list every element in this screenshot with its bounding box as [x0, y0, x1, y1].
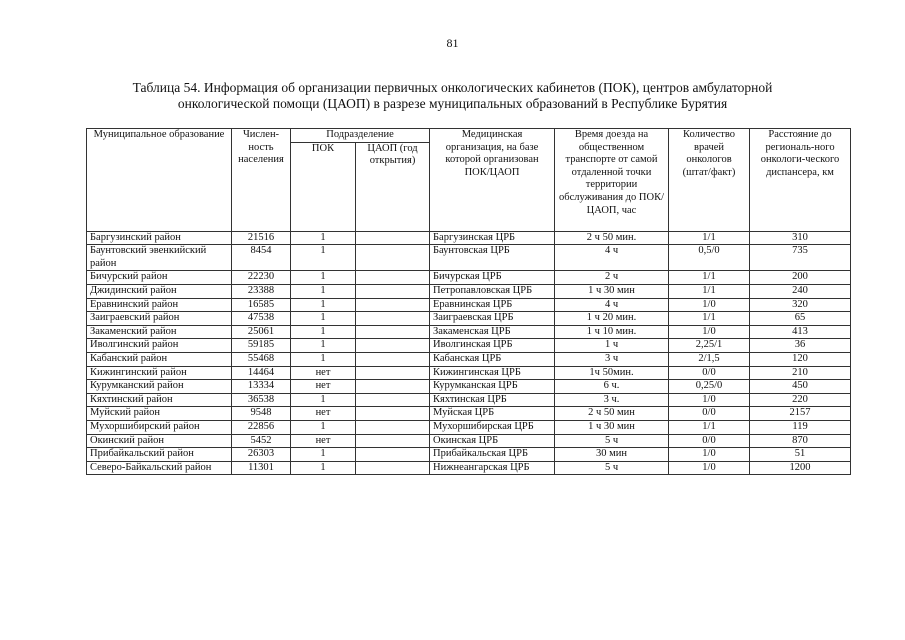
- cell-travel-time: 4 ч: [555, 298, 669, 312]
- oncology-table: [86, 128, 851, 475]
- cell-doctors: 0/0: [669, 407, 750, 421]
- cell-population: 5452: [232, 434, 291, 448]
- cell-caop: [356, 380, 430, 394]
- cell-municipality: Заиграевский район: [87, 312, 232, 326]
- cell-pok: 1: [291, 245, 356, 271]
- cell-medical-organization: Курумканская ЦРБ: [430, 380, 555, 394]
- cell-municipality: Мухоршибирский район: [87, 420, 232, 434]
- cell-population: 14464: [232, 366, 291, 380]
- cell-municipality: Баргузинский район: [87, 231, 232, 245]
- cell-medical-organization: Бичурская ЦРБ: [430, 271, 555, 285]
- cell-travel-time: 1 ч 20 мин.: [555, 312, 669, 326]
- cell-doctors: 1/0: [669, 298, 750, 312]
- cell-population: 25061: [232, 325, 291, 339]
- table-row: [87, 352, 851, 366]
- cell-population: 47538: [232, 312, 291, 326]
- table-row: [87, 407, 851, 421]
- cell-travel-time: 5 ч: [555, 434, 669, 448]
- cell-municipality: Джидинский район: [87, 284, 232, 298]
- cell-caop: [356, 407, 430, 421]
- cell-travel-time: 1 ч 30 мин: [555, 284, 669, 298]
- header-distance: Расстояние до региональ-ного онкологи-ческого диспансера, км: [750, 129, 851, 232]
- cell-pok: 1: [291, 325, 356, 339]
- cell-population: 16585: [232, 298, 291, 312]
- cell-caop: [356, 366, 430, 380]
- cell-caop: [356, 420, 430, 434]
- cell-travel-time: 5 ч: [555, 461, 669, 475]
- cell-municipality: Кяхтинский район: [87, 393, 232, 407]
- cell-distance: 200: [750, 271, 851, 285]
- cell-caop: [356, 271, 430, 285]
- cell-population: 22230: [232, 271, 291, 285]
- cell-doctors: 1/1: [669, 420, 750, 434]
- cell-doctors: 0/0: [669, 434, 750, 448]
- cell-pok: 1: [291, 448, 356, 462]
- header-municipality: Муниципальное образование: [87, 129, 232, 232]
- cell-doctors: 1/0: [669, 325, 750, 339]
- cell-distance: 2157: [750, 407, 851, 421]
- table-row: [87, 231, 851, 245]
- cell-medical-organization: Баргузинская ЦРБ: [430, 231, 555, 245]
- cell-distance: 65: [750, 312, 851, 326]
- cell-pok: 1: [291, 420, 356, 434]
- cell-doctors: 1/1: [669, 284, 750, 298]
- table-header: [87, 129, 851, 232]
- cell-medical-organization: Кабанская ЦРБ: [430, 352, 555, 366]
- cell-population: 22856: [232, 420, 291, 434]
- table-row: [87, 312, 851, 326]
- cell-municipality: Баунтовский эвенкийский район: [87, 245, 232, 271]
- table-row: [87, 298, 851, 312]
- header-pok: ПОК: [291, 142, 356, 231]
- header-caop: ЦАОП (год открытия): [356, 142, 430, 231]
- cell-population: 26303: [232, 448, 291, 462]
- cell-distance: 220: [750, 393, 851, 407]
- cell-caop: [356, 448, 430, 462]
- header-medical-organization: Медицинская организация, на базе которой организован ПОК/ЦАОП: [430, 129, 555, 232]
- cell-municipality: Кижингинский район: [87, 366, 232, 380]
- cell-doctors: 1/1: [669, 231, 750, 245]
- cell-pok: нет: [291, 366, 356, 380]
- cell-population: 23388: [232, 284, 291, 298]
- cell-caop: [356, 325, 430, 339]
- cell-distance: 310: [750, 231, 851, 245]
- header-travel-time: Время доезда на общественном транспорте от самой отдаленной точки территории обслуживания до ПОК/ЦАОП, час: [555, 129, 669, 232]
- cell-pok: 1: [291, 339, 356, 353]
- cell-municipality: Иволгинский район: [87, 339, 232, 353]
- cell-medical-organization: Прибайкальская ЦРБ: [430, 448, 555, 462]
- table-title-line-2: онкологической помощи (ЦАОП) в разрезе муниципальных образований в Республике Бурятия: [177, 96, 728, 111]
- table-row: [87, 271, 851, 285]
- cell-pok: 1: [291, 312, 356, 326]
- cell-medical-organization: Заиграевская ЦРБ: [430, 312, 555, 326]
- table-row: [87, 366, 851, 380]
- cell-doctors: 1/0: [669, 461, 750, 475]
- cell-travel-time: 2 ч: [555, 271, 669, 285]
- cell-travel-time: 1 ч 10 мин.: [555, 325, 669, 339]
- header-population: Числен-ность населения: [232, 129, 291, 232]
- cell-municipality: Закаменский район: [87, 325, 232, 339]
- cell-population: 8454: [232, 245, 291, 271]
- cell-population: 9548: [232, 407, 291, 421]
- cell-travel-time: 1 ч 30 мин: [555, 420, 669, 434]
- cell-caop: [356, 298, 430, 312]
- cell-pok: нет: [291, 380, 356, 394]
- header-subdivision: Подразделение: [291, 129, 430, 143]
- cell-population: 59185: [232, 339, 291, 353]
- cell-caop: [356, 231, 430, 245]
- cell-distance: 51: [750, 448, 851, 462]
- cell-doctors: 0,5/0: [669, 245, 750, 271]
- cell-distance: 320: [750, 298, 851, 312]
- cell-municipality: Бичурский район: [87, 271, 232, 285]
- cell-population: 21516: [232, 231, 291, 245]
- cell-doctors: 1/0: [669, 448, 750, 462]
- cell-distance: 450: [750, 380, 851, 394]
- cell-medical-organization: Нижнеангарская ЦРБ: [430, 461, 555, 475]
- cell-municipality: Окинский район: [87, 434, 232, 448]
- cell-municipality: Северо-Байкальский район: [87, 461, 232, 475]
- table-row: [87, 245, 851, 271]
- cell-doctors: 2/1,5: [669, 352, 750, 366]
- table-row: [87, 434, 851, 448]
- cell-doctors: 0,25/0: [669, 380, 750, 394]
- cell-medical-organization: Кяхтинская ЦРБ: [430, 393, 555, 407]
- cell-pok: 1: [291, 231, 356, 245]
- cell-municipality: Муйский район: [87, 407, 232, 421]
- cell-caop: [356, 284, 430, 298]
- cell-caop: [356, 393, 430, 407]
- cell-medical-organization: Кижингинская ЦРБ: [430, 366, 555, 380]
- cell-medical-organization: Баунтовская ЦРБ: [430, 245, 555, 271]
- cell-travel-time: 2 ч 50 мин.: [555, 231, 669, 245]
- cell-municipality: Курумканский район: [87, 380, 232, 394]
- cell-caop: [356, 461, 430, 475]
- cell-caop: [356, 434, 430, 448]
- cell-distance: 1200: [750, 461, 851, 475]
- cell-population: 13334: [232, 380, 291, 394]
- cell-travel-time: 1ч 50мин.: [555, 366, 669, 380]
- cell-distance: 413: [750, 325, 851, 339]
- cell-travel-time: 30 мин: [555, 448, 669, 462]
- cell-caop: [356, 312, 430, 326]
- table-row: [87, 325, 851, 339]
- cell-municipality: Прибайкальский район: [87, 448, 232, 462]
- header-doctors: Количество врачей онкологов (штат/факт): [669, 129, 750, 232]
- cell-pok: 1: [291, 461, 356, 475]
- table-row: [87, 380, 851, 394]
- cell-municipality: Еравнинский район: [87, 298, 232, 312]
- cell-pok: 1: [291, 298, 356, 312]
- cell-distance: 240: [750, 284, 851, 298]
- cell-pok: нет: [291, 434, 356, 448]
- table-title-line-1: Таблица 54. Информация об организации первичных онкологических кабинетов (ПОК), центров амбулаторной: [132, 80, 773, 95]
- cell-travel-time: 3 ч: [555, 352, 669, 366]
- cell-caop: [356, 352, 430, 366]
- cell-doctors: 1/1: [669, 312, 750, 326]
- cell-pok: 1: [291, 352, 356, 366]
- cell-pok: нет: [291, 407, 356, 421]
- cell-pok: 1: [291, 271, 356, 285]
- cell-pok: 1: [291, 284, 356, 298]
- table-title: [40, 80, 865, 112]
- cell-medical-organization: Закаменская ЦРБ: [430, 325, 555, 339]
- cell-distance: 870: [750, 434, 851, 448]
- cell-distance: 210: [750, 366, 851, 380]
- cell-caop: [356, 339, 430, 353]
- cell-medical-organization: Еравнинская ЦРБ: [430, 298, 555, 312]
- cell-distance: 120: [750, 352, 851, 366]
- cell-travel-time: 3 ч.: [555, 393, 669, 407]
- cell-travel-time: 4 ч: [555, 245, 669, 271]
- cell-medical-organization: Мухоршибирская ЦРБ: [430, 420, 555, 434]
- table-row: [87, 461, 851, 475]
- cell-caop: [356, 245, 430, 271]
- cell-medical-organization: Муйская ЦРБ: [430, 407, 555, 421]
- page-number: 81: [446, 36, 459, 50]
- cell-pok: 1: [291, 393, 356, 407]
- cell-travel-time: 6 ч.: [555, 380, 669, 394]
- cell-medical-organization: Петропавловская ЦРБ: [430, 284, 555, 298]
- cell-travel-time: 2 ч 50 мин: [555, 407, 669, 421]
- cell-distance: 119: [750, 420, 851, 434]
- cell-municipality: Кабанский район: [87, 352, 232, 366]
- cell-distance: 36: [750, 339, 851, 353]
- cell-doctors: 2,25/1: [669, 339, 750, 353]
- table-row: [87, 393, 851, 407]
- cell-population: 36538: [232, 393, 291, 407]
- cell-distance: 735: [750, 245, 851, 271]
- cell-doctors: 1/1: [669, 271, 750, 285]
- cell-population: 11301: [232, 461, 291, 475]
- cell-travel-time: 1 ч: [555, 339, 669, 353]
- cell-population: 55468: [232, 352, 291, 366]
- cell-doctors: 1/0: [669, 393, 750, 407]
- table-row: [87, 420, 851, 434]
- cell-doctors: 0/0: [669, 366, 750, 380]
- table-row: [87, 284, 851, 298]
- table-row: [87, 448, 851, 462]
- table-row: [87, 339, 851, 353]
- table-body: [87, 231, 851, 475]
- cell-medical-organization: Окинская ЦРБ: [430, 434, 555, 448]
- cell-medical-organization: Иволгинская ЦРБ: [430, 339, 555, 353]
